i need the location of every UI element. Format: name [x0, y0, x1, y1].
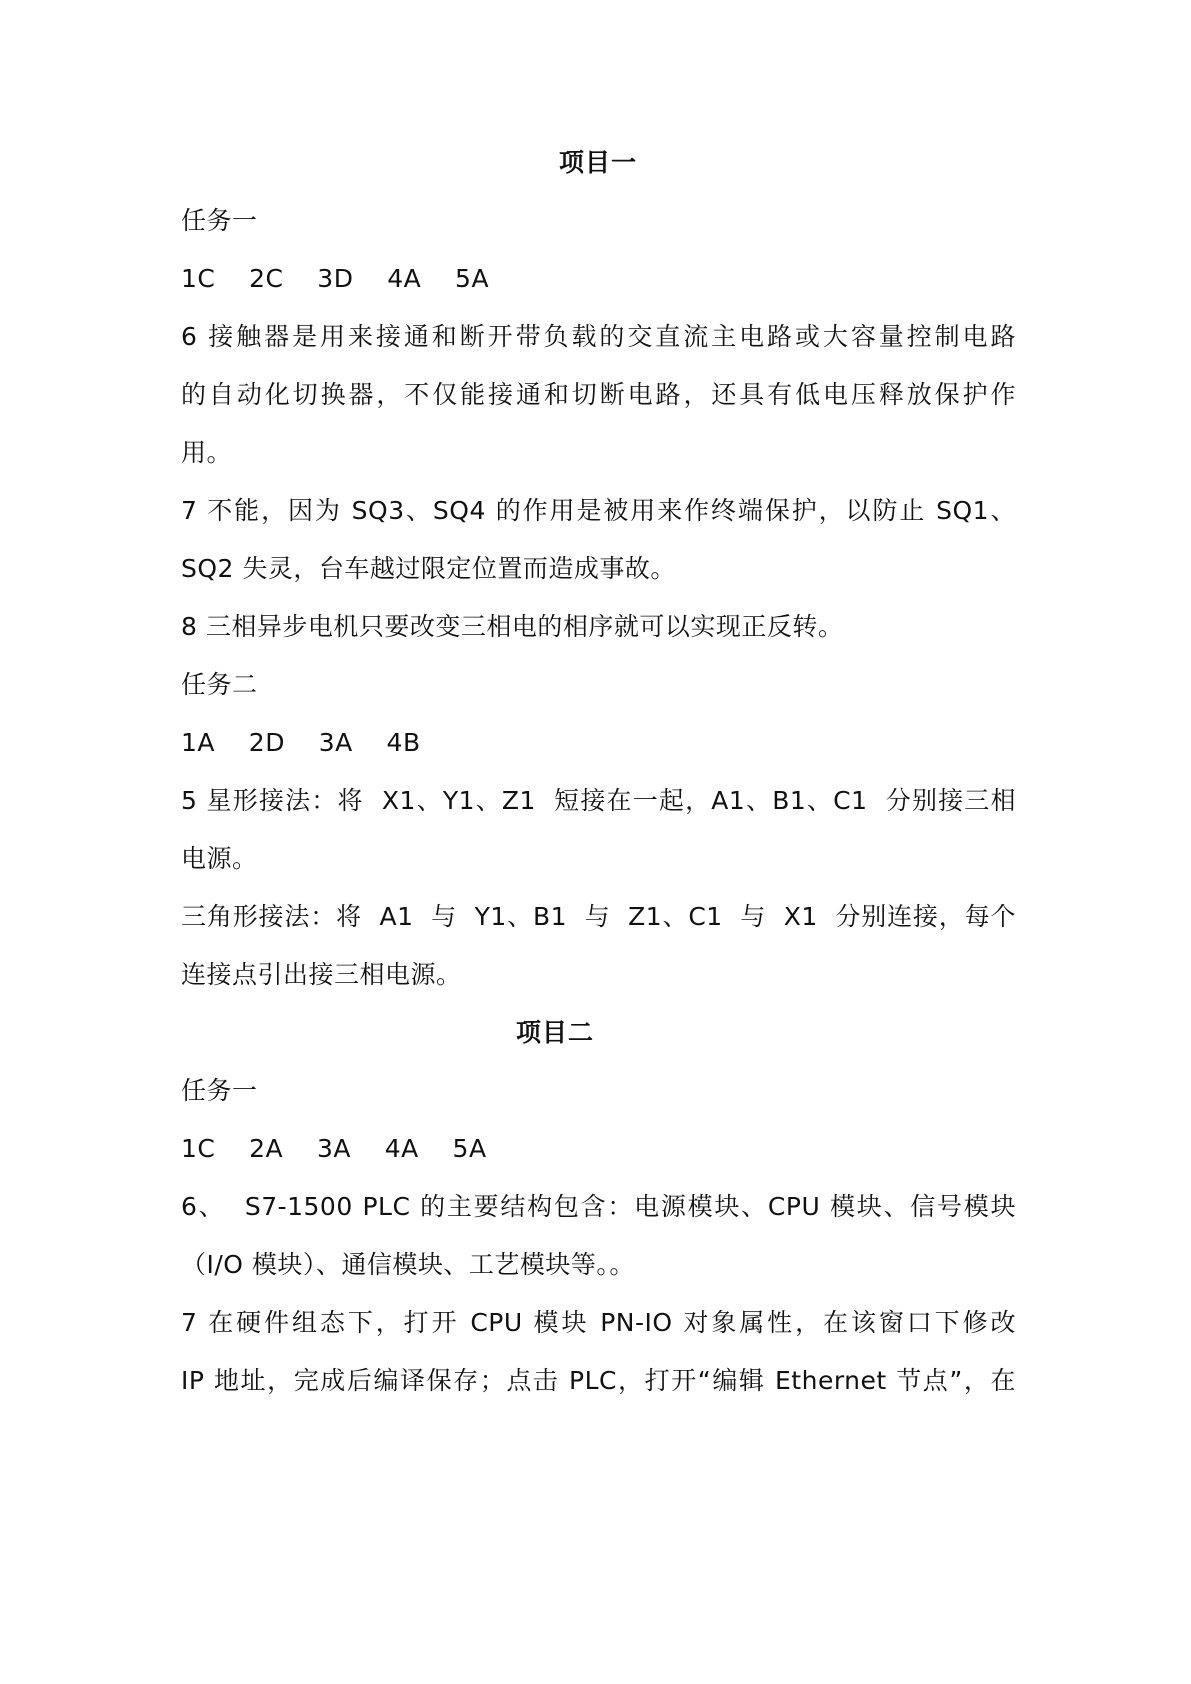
p1-task2-answers: 1A 2D 3A 4B [181, 728, 421, 757]
p1-task1-answers: 1C 2C 3D 4A 5A [181, 264, 490, 293]
p1-task1-q7-line1: 7 不能，因为 SQ3、SQ4 的作用是被用来作终端保护，以防止 SQ1、 [181, 496, 1016, 525]
p1-task2-q5-line1: 5 星形接法：将 X1、Y1、Z1 短接在一起，A1、B1、C1 分别接三相 [181, 786, 1016, 815]
p1-task2-label: 任务二 [181, 670, 258, 699]
p1-task1-label: 任务一 [181, 206, 258, 235]
p1-task2-delta-line1: 三角形接法：将 A1 与 Y1、B1 与 Z1、C1 与 X1 分别连接，每个 [181, 902, 1016, 931]
p1-task1-q6-line3: 用。 [181, 438, 233, 467]
p2-task1-q7-line2: IP 地址，完成后编译保存；点击 PLC，打开“编辑 Ethernet 节点”，在 [181, 1366, 1016, 1395]
p1-task2-q5-line2: 电源。 [181, 844, 258, 873]
p2-task1-label: 任务一 [181, 1076, 258, 1105]
p2-task1-q7-line1: 7 在硬件组态下，打开 CPU 模块 PN-IO 对象属性，在该窗口下修改 [181, 1308, 1016, 1337]
p2-task1-answers: 1C 2A 3A 4A 5A [181, 1134, 487, 1163]
p1-task1-q6-line1: 6 接触器是用来接通和断开带负载的交直流主电路或大容量控制电路 [181, 322, 1016, 351]
p1-task1-q6-line2: 的自动化切换器，不仅能接通和切断电路，还具有低电压释放保护作 [181, 380, 1016, 409]
project2-heading: 项目二 [516, 1018, 595, 1047]
project1-heading: 项目一 [559, 148, 638, 177]
p2-task1-q6-line1: 6、 S7-1500 PLC 的主要结构包含：电源模块、CPU 模块、信号模块 [181, 1192, 1016, 1221]
p1-task1-q8: 8 三相异步电机只要改变三相电的相序就可以实现正反转。 [181, 612, 844, 641]
p1-task2-delta-line2: 连接点引出接三相电源。 [181, 960, 462, 989]
p2-task1-q6-line2: （I/O 模块）、通信模块、工艺模块等。。 [181, 1250, 635, 1279]
p1-task1-q7-line2: SQ2 失灵，台车越过限定位置而造成事故。 [181, 554, 676, 583]
